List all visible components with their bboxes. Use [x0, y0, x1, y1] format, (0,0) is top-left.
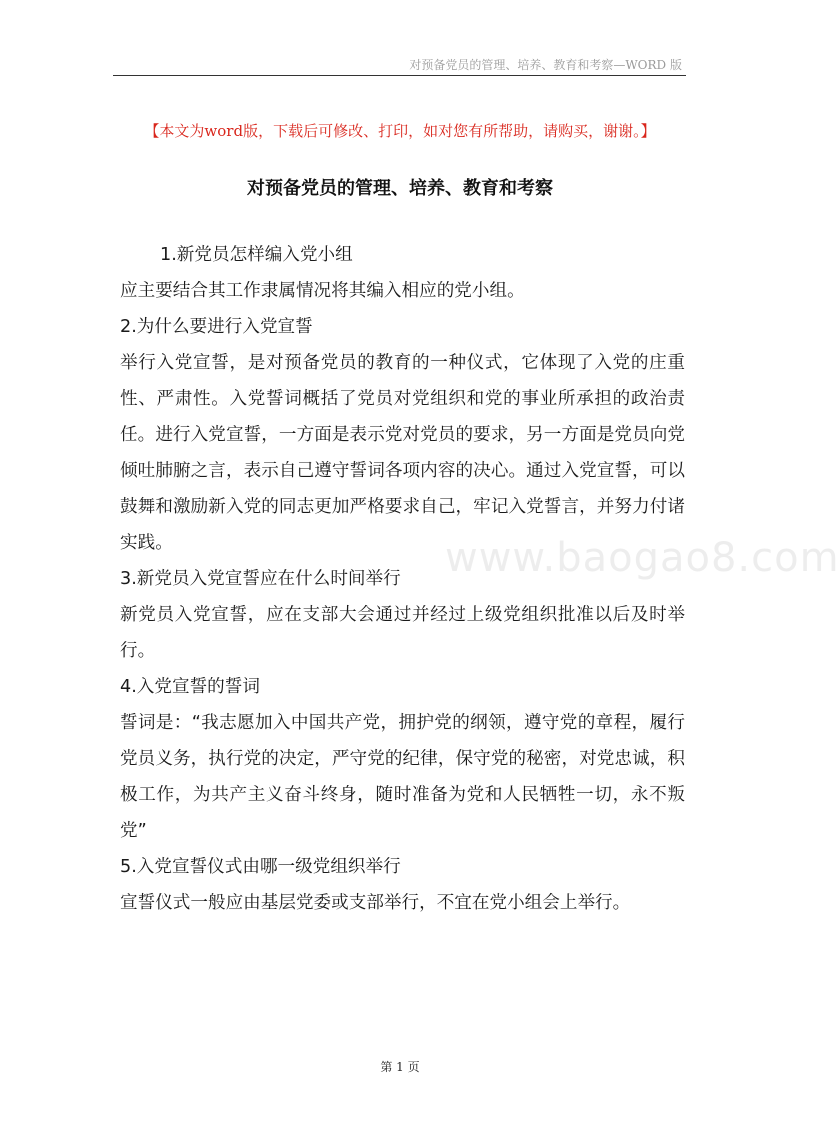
section-body-5: 宣誓仪式一般应由基层党委或支部举行，不宜在党小组会上举行。: [120, 893, 631, 913]
running-header: 对预备党员的管理、培养、教育和考察—WORD 版: [409, 58, 682, 72]
document-title: 对预备党员的管理、培养、教育和考察: [247, 178, 553, 199]
section-body-2: 举行入党宣誓，是对预备党员的教育的一种仪式，它体现了入党的庄重性、严肃性。入党誓词概括了党员对党组织和党的事业所承担的政治责任。进行入党宣誓，一方面是表示党对党员的要求，另一方面是党员向党倾吐肺腑之言，表示自己遵守誓词各项内容的决心。通过入党宣誓，可以鼓舞和激励新入党的同志更加严格要求自己，牢记入党誓言，并努力付诸实践。: [120, 353, 685, 553]
section-heading-2: 2.为什么要进行入党宣誓: [120, 317, 313, 337]
section-heading-5: 5.入党宣誓仪式由哪一级党组织举行: [120, 857, 401, 877]
header-divider: [113, 75, 686, 76]
section-body-1: 应主要结合其工作隶属情况将其编入相应的党小组。: [120, 281, 525, 301]
watermark: www.baogao8.com: [445, 535, 840, 581]
document-body: [120, 237, 685, 921]
section-body-4: 誓词是：“我志愿加入中国共产党，拥护党的纲领，遵守党的章程，履行党员义务，执行党的决定，严守党的纪律，保守党的秘密，对党忠诚，积极工作，为共产主义奋斗终身，随时准备为党和人民牺牲一切，永不叛党”: [120, 713, 685, 841]
section-heading-4: 4.入党宣誓的誓词: [120, 677, 260, 697]
section-heading-1: 1.新党员怎样编入党小组: [160, 245, 353, 265]
purchase-notice: 【本文为word版，下载后可修改、打印，如对您有所帮助，请购买，谢谢。】: [144, 122, 656, 140]
section-body-3: 新党员入党宣誓，应在支部大会通过并经过上级党组织批准以后及时举行。: [120, 605, 685, 661]
section-heading-3: 3.新党员入党宣誓应在什么时间举行: [120, 569, 401, 589]
page-number: 第 1 页: [380, 1060, 420, 1074]
